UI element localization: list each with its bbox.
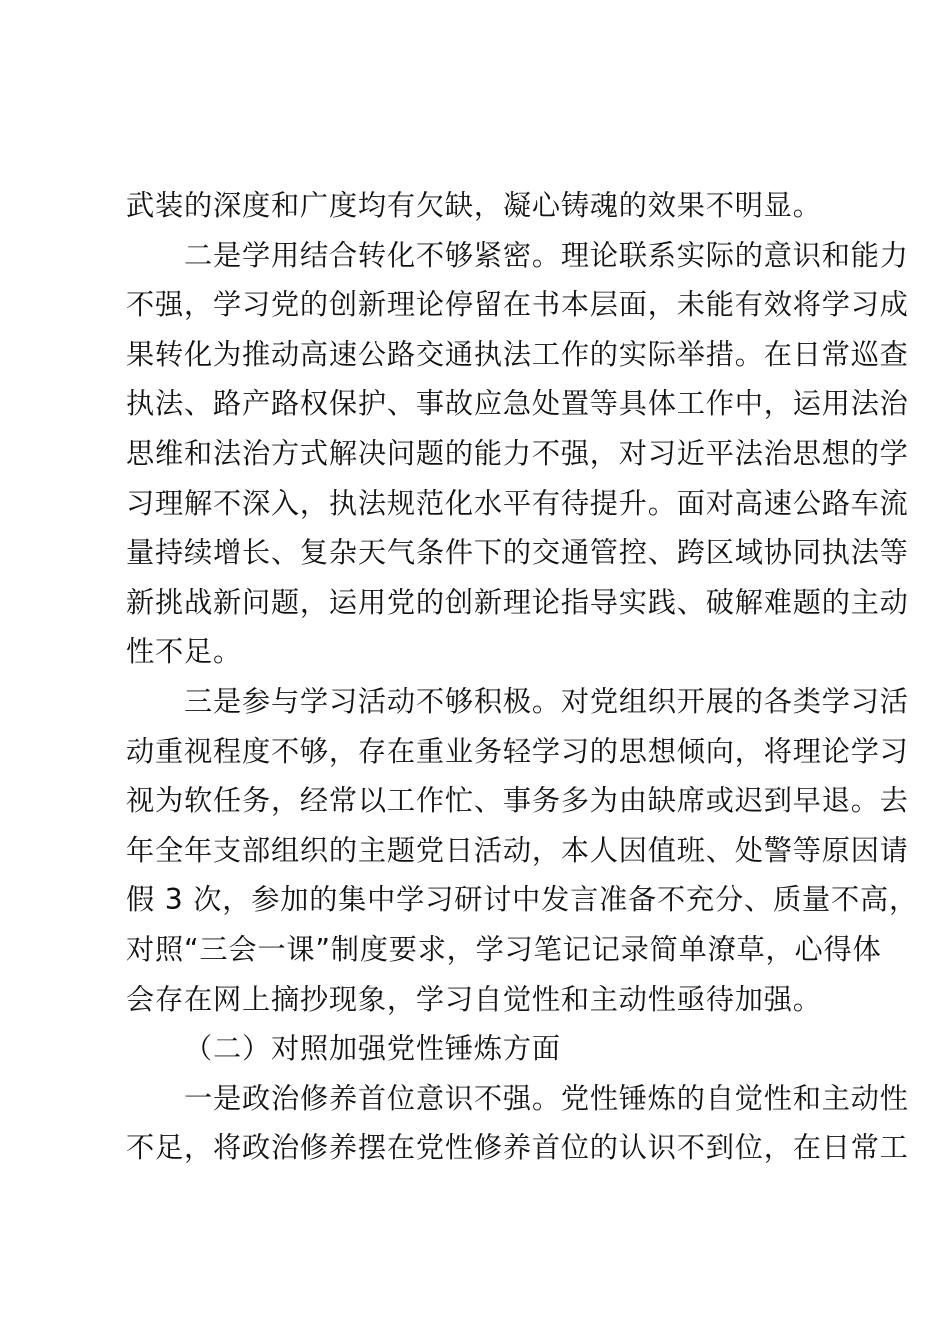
text-line: 动重视程度不够，存在重业务轻学习的思想倾向，将理论学习 <box>126 734 909 768</box>
text-line: 量持续增长、复杂天气条件下的交通管控、跨区域协同执法等 <box>126 536 909 570</box>
text-line: 视为软任务，经常以工作忙、事务多为由缺席或迟到早退。去 <box>126 784 909 818</box>
text-line: 习理解不深入，执法规范化水平有待提升。面对高速公路车流 <box>126 486 909 520</box>
text-line: 假 3 次，参加的集中学习研讨中发言准备不充分、质量不高， <box>126 883 918 917</box>
text-line: 年全年支部组织的主题党日活动，本人因值班、处警等原因请 <box>126 833 909 867</box>
text-line: 会存在网上摘抄现象，学习自觉性和主动性亟待加强。 <box>126 982 822 1016</box>
text-line: 新挑战新问题，运用党的创新理论指导实践、破解难题的主动 <box>126 585 909 619</box>
text-line: 性不足。 <box>126 635 242 669</box>
paragraph-heading-line: 一是政治修养首位意识不强。党性锤炼的自觉性和主动性 <box>184 1081 909 1115</box>
paragraph-heading-line: 三是参与学习活动不够积极。对党组织开展的各类学习活 <box>184 684 909 718</box>
text-line: 武装的深度和广度均有欠缺，凝心铸魂的效果不明显。 <box>126 189 822 222</box>
text-line: 不强，学习党的创新理论停留在书本层面，未能有效将学习成 <box>126 288 909 322</box>
document-page <box>126 186 918 1178</box>
text-line: 思维和法治方式解决问题的能力不强，对习近平法治思想的学 <box>126 436 909 470</box>
text-line: 果转化为推动高速公路交通执法工作的实际举措。在日常巡查 <box>126 337 909 371</box>
text-line: 不足，将政治修养摆在党性修养首位的认识不到位，在日常工 <box>126 1131 909 1165</box>
text-line: 执法、路产路权保护、事故应急处置等具体工作中，运用法治 <box>126 387 909 421</box>
text-line: 对照“三会一课”制度要求，学习笔记记录简单潦草，心得体 <box>126 932 882 966</box>
paragraph-heading-line: 二是学用结合转化不够紧密。理论联系实际的意识和能力 <box>184 238 909 272</box>
section-heading: （二）对照加强党性锤炼方面 <box>184 1032 561 1066</box>
